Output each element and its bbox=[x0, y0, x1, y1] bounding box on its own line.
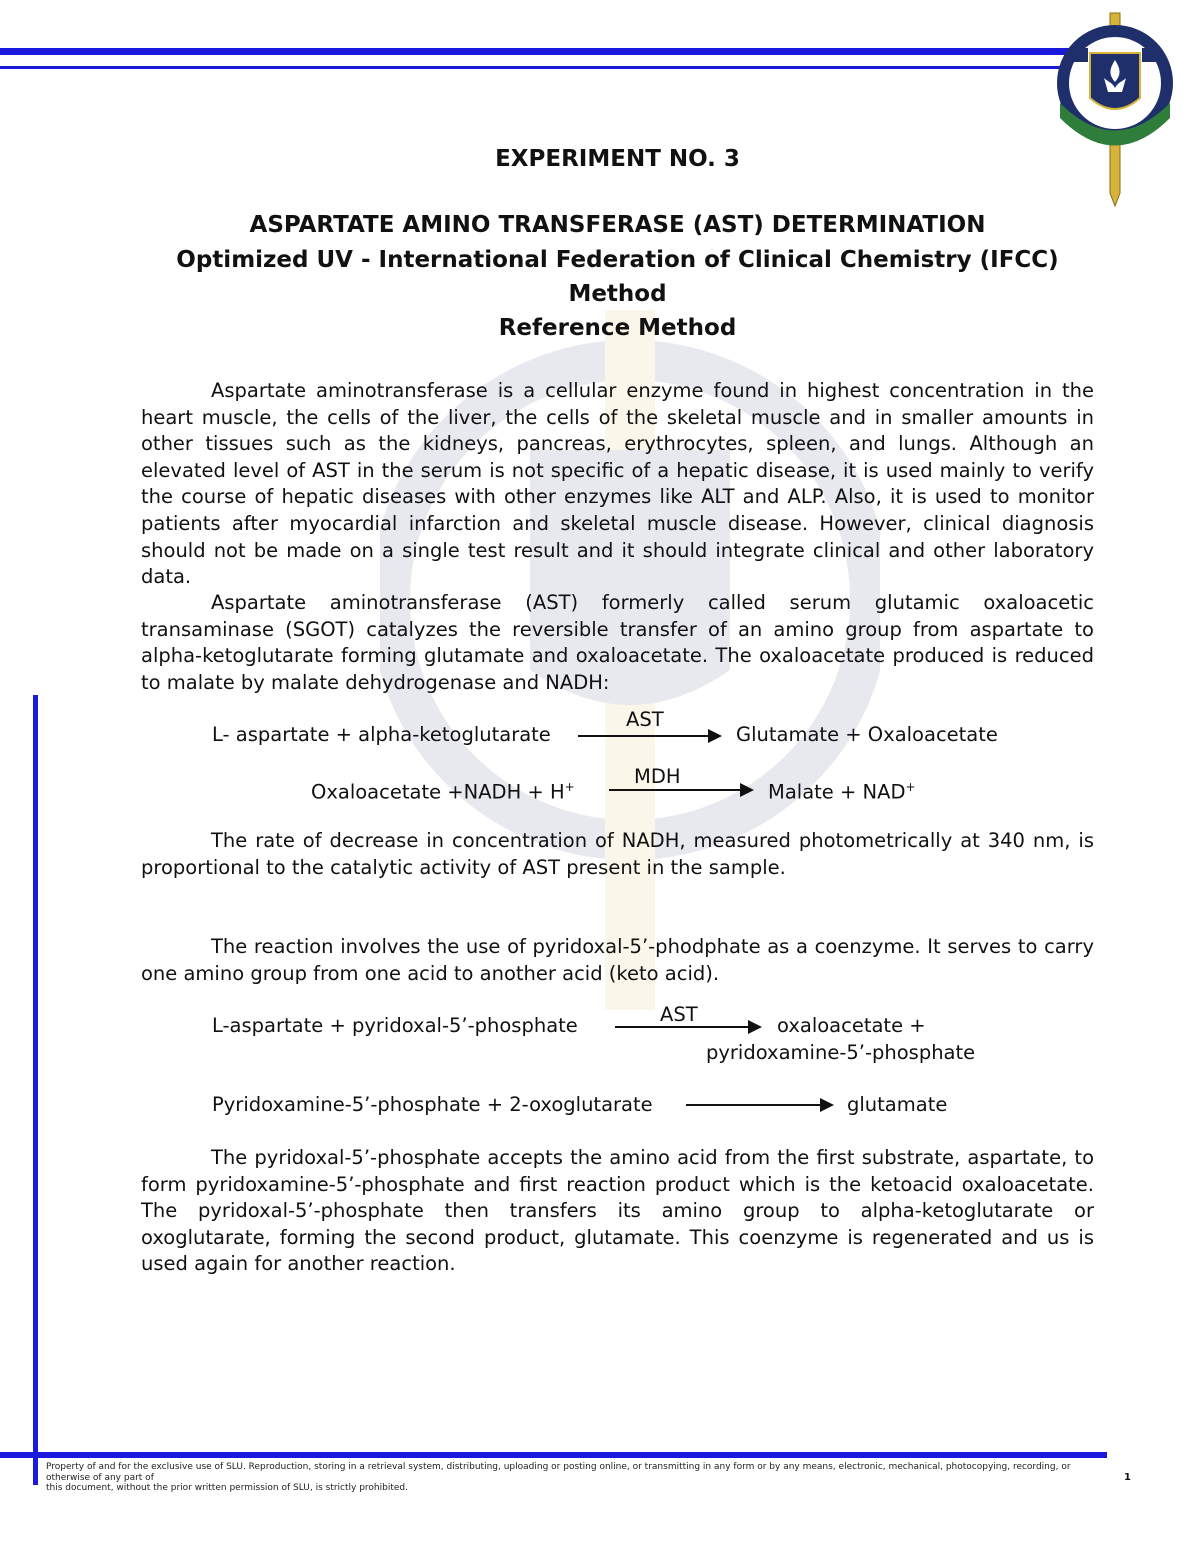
university-seal-logo bbox=[1052, 8, 1178, 208]
document-title: ASPARTATE AMINO TRANSFERASE (AST) DETERMINATION bbox=[249, 212, 986, 238]
reaction3-reactants: L-aspartate + pyridoxal-5’-phosphate bbox=[212, 1014, 578, 1037]
header-rule-top bbox=[0, 48, 1075, 55]
subtitle-line-2: Method bbox=[568, 281, 667, 307]
subtitle-line-3: Reference Method bbox=[498, 315, 737, 341]
reaction1-products: Glutamate + Oxaloacetate bbox=[736, 723, 998, 746]
reaction4-products: glutamate bbox=[847, 1093, 948, 1116]
paragraph-coenzyme-cycle: The pyridoxal-5’-phosphate accepts the amino acid from the first substrate, aspartate, to form pyridoxamine-5’-phosphate and first reaction product which is the ketoacid oxaloacetate. The pyridoxal-5’-phosphate then transfers its amino group to alpha-ketoglutarate or oxoglutarate, forming the second product, glutamate. This coenzyme is regenerated and us is used again for another reaction. bbox=[141, 1146, 1094, 1276]
reaction2-reactants: Oxaloacetate +NADH + H+ bbox=[311, 780, 575, 804]
footer-copyright-notice-line2: this document, without the prior written permission of SLU, is strictly prohibited. bbox=[46, 1483, 408, 1493]
subtitle-line-1: Optimized UV - International Federation of Clinical Chemistry (IFCC) bbox=[176, 247, 1059, 273]
reaction4-reactants: Pyridoxamine-5’-phosphate + 2-oxoglutarate bbox=[212, 1093, 653, 1116]
reaction2-arrow-icon bbox=[609, 789, 752, 791]
header-rule-bottom bbox=[0, 66, 1075, 69]
reaction4-arrow-icon bbox=[686, 1104, 832, 1106]
reaction1-enzyme: AST bbox=[626, 708, 664, 731]
reaction3-enzyme: AST bbox=[660, 1003, 698, 1026]
reaction3-arrow-icon bbox=[615, 1026, 760, 1028]
paragraph-nadh-measurement: The rate of decrease in concentration of NADH, measured photometrically at 340 nm, is proportional to the catalytic activity of AST present in the sample. bbox=[141, 829, 1094, 879]
experiment-number: EXPERIMENT NO. 3 bbox=[495, 146, 740, 172]
left-margin-rule bbox=[33, 695, 38, 1485]
reaction3-products-line2: pyridoxamine-5’-phosphate bbox=[706, 1041, 976, 1064]
paragraph-ast-mechanism: Aspartate aminotransferase (AST) formerly called serum glutamic oxaloacetic transaminase (SGOT) catalyzes the reversible transfer of an amino group from aspartate to alpha-ketoglutarate forming glutamate and oxaloacetate. The oxaloacetate produced is reduced to malate by malate dehydrogenase and NADH: bbox=[141, 591, 1094, 694]
reaction1-arrow-icon bbox=[578, 735, 720, 737]
reaction2-products: Malate + NAD+ bbox=[768, 780, 916, 804]
page-number: 1 bbox=[1124, 1472, 1131, 1483]
reaction3-products-line1: oxaloacetate + bbox=[777, 1014, 926, 1037]
reaction1-reactants: L- aspartate + alpha-ketoglutarate bbox=[212, 723, 551, 746]
reaction2-enzyme: MDH bbox=[634, 765, 681, 788]
paragraph-coenzyme: The reaction involves the use of pyridoxal-5’-phodphate as a coenzyme. It serves to carry one amino group from one acid to another acid (keto acid). bbox=[141, 935, 1094, 985]
paragraph-ast-overview: Aspartate aminotransferase is a cellular enzyme found in highest concentration in the heart muscle, the cells of the liver, the cells of the skeletal muscle and in smaller amounts in other tissues such as the kidneys, pancreas, erythrocytes, spleen, and lungs. Although an elevated level of AST in the serum is not specific of a hepatic disease, it is used mainly to verify the course of hepatic diseases with other enzymes like ALT and ALP. Also, it is used to monitor patients after myocardial infarction and skeletal muscle disease. However, clinical diagnosis should not be made on a single test result and it should integrate clinical and other laboratory data. bbox=[141, 379, 1094, 589]
footer-copyright-notice: Property of and for the exclusive use of SLU. Reproduction, storing in a retrieval system, distributing, uploading or posting online, or transmitting in any form or by any means, electronic, mechanical, photocopying, recording, or otherwise of any part of bbox=[46, 1462, 1071, 1483]
footer-rule bbox=[0, 1452, 1107, 1458]
